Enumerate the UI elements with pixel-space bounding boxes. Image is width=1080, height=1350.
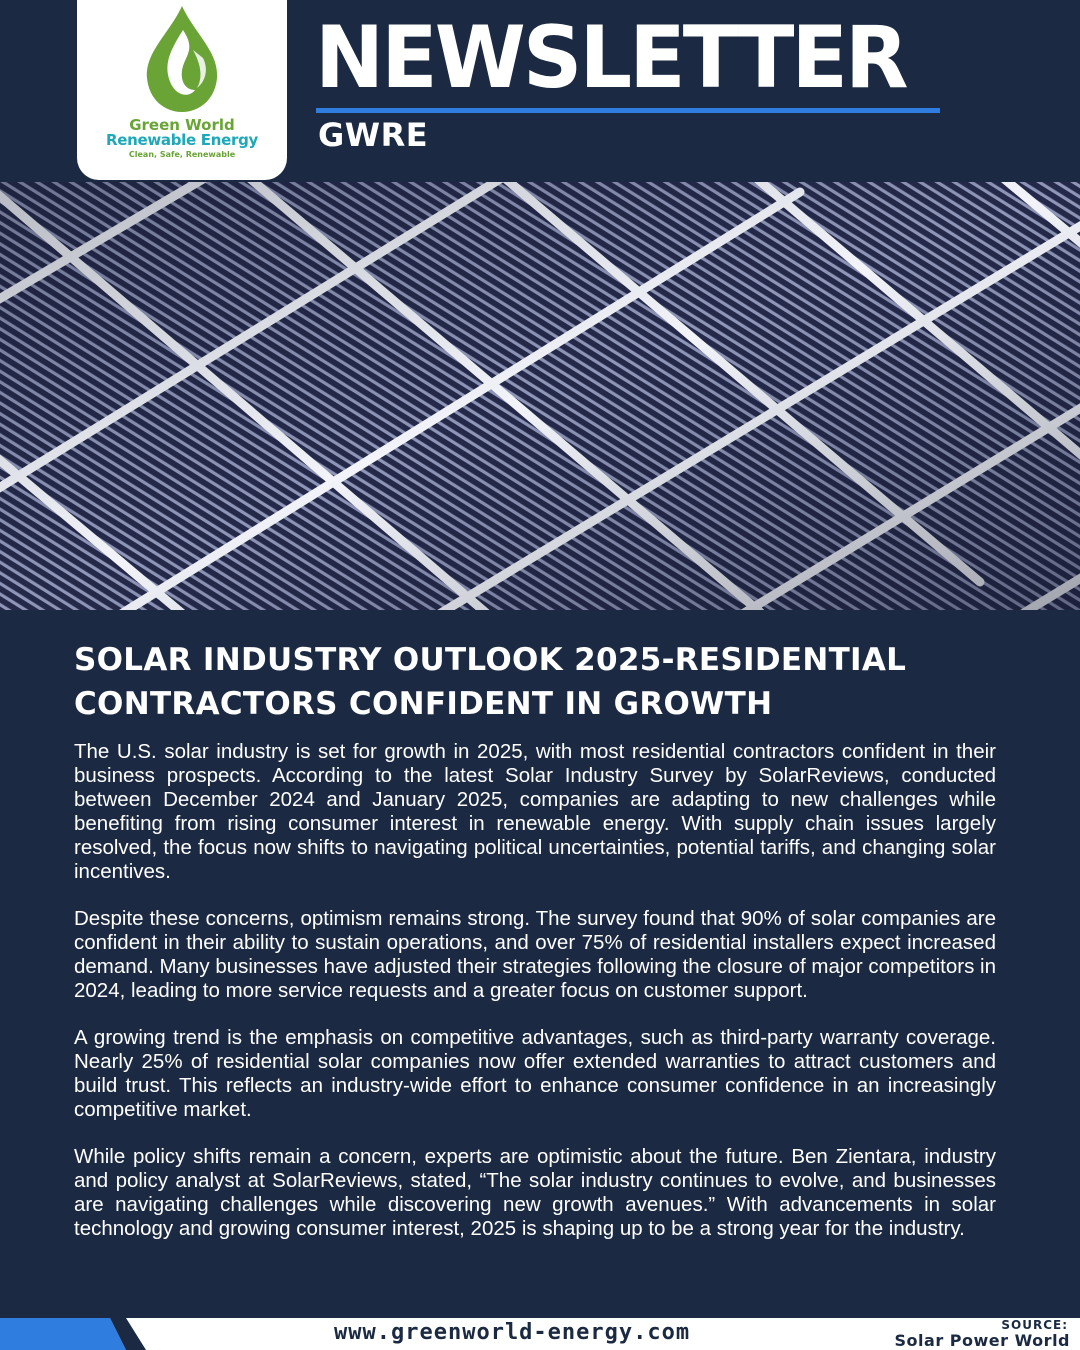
newsletter-footer xyxy=(0,1318,1080,1350)
logo-name-line2: Renewable Energy xyxy=(105,131,259,149)
article-body xyxy=(74,740,996,1264)
solar-panel-photo xyxy=(0,182,1080,610)
solar-panel-illustration xyxy=(0,182,1080,610)
newsletter-subtitle: GWRE xyxy=(318,116,429,154)
green-flame-drop-icon xyxy=(139,4,225,114)
source-name: Solar Power World xyxy=(894,1331,1070,1350)
article-paragraph: A growing trend is the emphasis on competitive advantages, such as third-party warranty coverage. Nearly 25% of residential solar companies now offer extended warranties to attract customers and build trust. This reflects an industry-wide effort to enhance consumer confidence in an increasingly competitive market. xyxy=(74,1026,996,1121)
title-underline xyxy=(316,108,940,113)
logo-name-line1: Green World xyxy=(129,116,235,134)
article-paragraph: Despite these concerns, optimism remains strong. The survey found that 90% of solar companies are confident in their ability to sustain operations, and over 75% of residential installers expect increased demand. Many businesses have adjusted their strategies following the closure of major competitors in 2024, leading to more service requests and a greater focus on customer support. xyxy=(74,907,996,1002)
article-paragraph: The U.S. solar industry is set for growth in 2025, with most residential contractors confident in their business prospects. According to the latest Solar Industry Survey by SolarReviews, conducted between December 2024 and January 2025, companies are adapting to new challenges while benefiting from rising consumer interest in renewable energy. With supply chain issues largely resolved, the focus now shifts to navigating political uncertainties, potential tariffs, and changing solar incentives. xyxy=(74,740,996,883)
source-label: SOURCE: xyxy=(1001,1318,1068,1332)
article-paragraph: While policy shifts remain a concern, experts are optimistic about the future. Ben Zientara, industry and policy analyst at SolarReviews, stated, “The solar industry continues to evolve, and businesses are navigating challenges while discovering new growth avenues.” With advancements in solar technology and growing consumer interest, 2025 is shaping up to be a strong year for the industry. xyxy=(74,1145,996,1240)
footer-accent-stripe xyxy=(0,1318,160,1350)
logo-tagline: Clean, Safe, Renewable xyxy=(128,150,236,159)
website-link[interactable]: www.greenworld-energy.com xyxy=(334,1320,691,1345)
newsletter-header xyxy=(0,0,1080,182)
company-logo xyxy=(77,0,287,180)
article-headline: SOLAR INDUSTRY OUTLOOK 2025-RESIDENTIAL CONTRACTORS CONFIDENT IN GROWTH xyxy=(74,642,907,722)
newsletter-title: NEWSLETTER xyxy=(315,8,906,108)
